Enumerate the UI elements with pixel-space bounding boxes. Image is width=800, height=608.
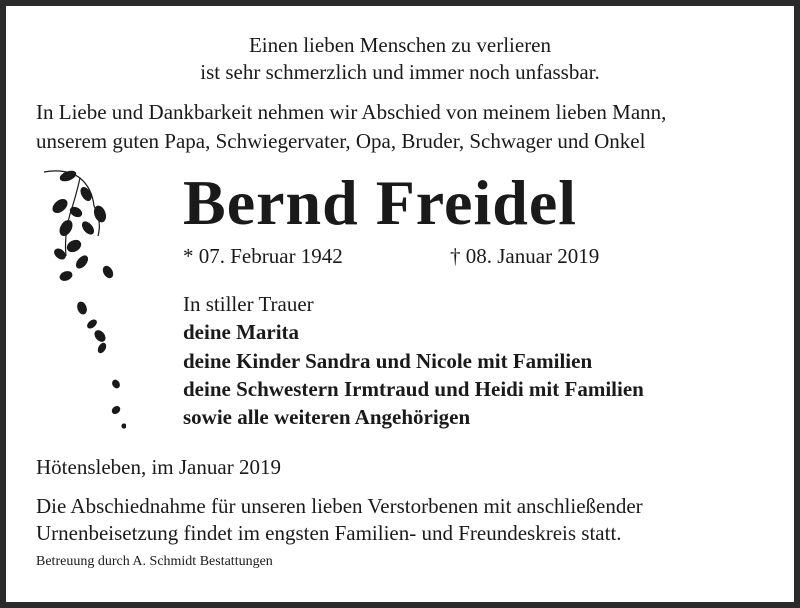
opening-line-1: Einen lieben Menschen zu verlieren: [248, 33, 552, 57]
death-date: † 08. Januar 2019: [450, 244, 600, 268]
undertaker-credit: Betreuung durch A. Schmidt Bestattungen: [36, 554, 273, 569]
mourning-heading: In stiller Trauer: [183, 292, 314, 316]
opening-line-2: ist sehr schmerzlich und immer noch unfassbar.: [200, 60, 600, 84]
intro-line-2: unserem guten Papa, Schwiegervater, Opa, Bruder, Schwager und Onkel: [36, 129, 646, 153]
mourner-line: deine Marita: [183, 320, 300, 344]
place-date: Hötensleben, im Januar 2019: [36, 455, 281, 479]
falling-leaves-vine-icon: [36, 166, 126, 441]
intro-line-1: In Liebe und Dankbarkeit nehmen wir Abschied von meinem lieben Mann,: [36, 100, 667, 124]
notice-line-2: Urnenbeisetzung findet im engsten Familien- und Freundeskreis statt.: [36, 521, 622, 545]
deceased-name: Bernd Freidel: [183, 167, 577, 238]
birth-date: * 07. Februar 1942: [183, 244, 343, 268]
mourner-line: deine Schwestern Irmtraud und Heidi mit Familien: [183, 377, 644, 401]
notice-line-1: Die Abschiednahme für unseren lieben Verstorbenen mit anschließender: [36, 494, 643, 518]
mourner-line: deine Kinder Sandra und Nicole mit Familien: [183, 349, 593, 373]
mourner-line: sowie alle weiteren Angehörigen: [183, 405, 471, 429]
